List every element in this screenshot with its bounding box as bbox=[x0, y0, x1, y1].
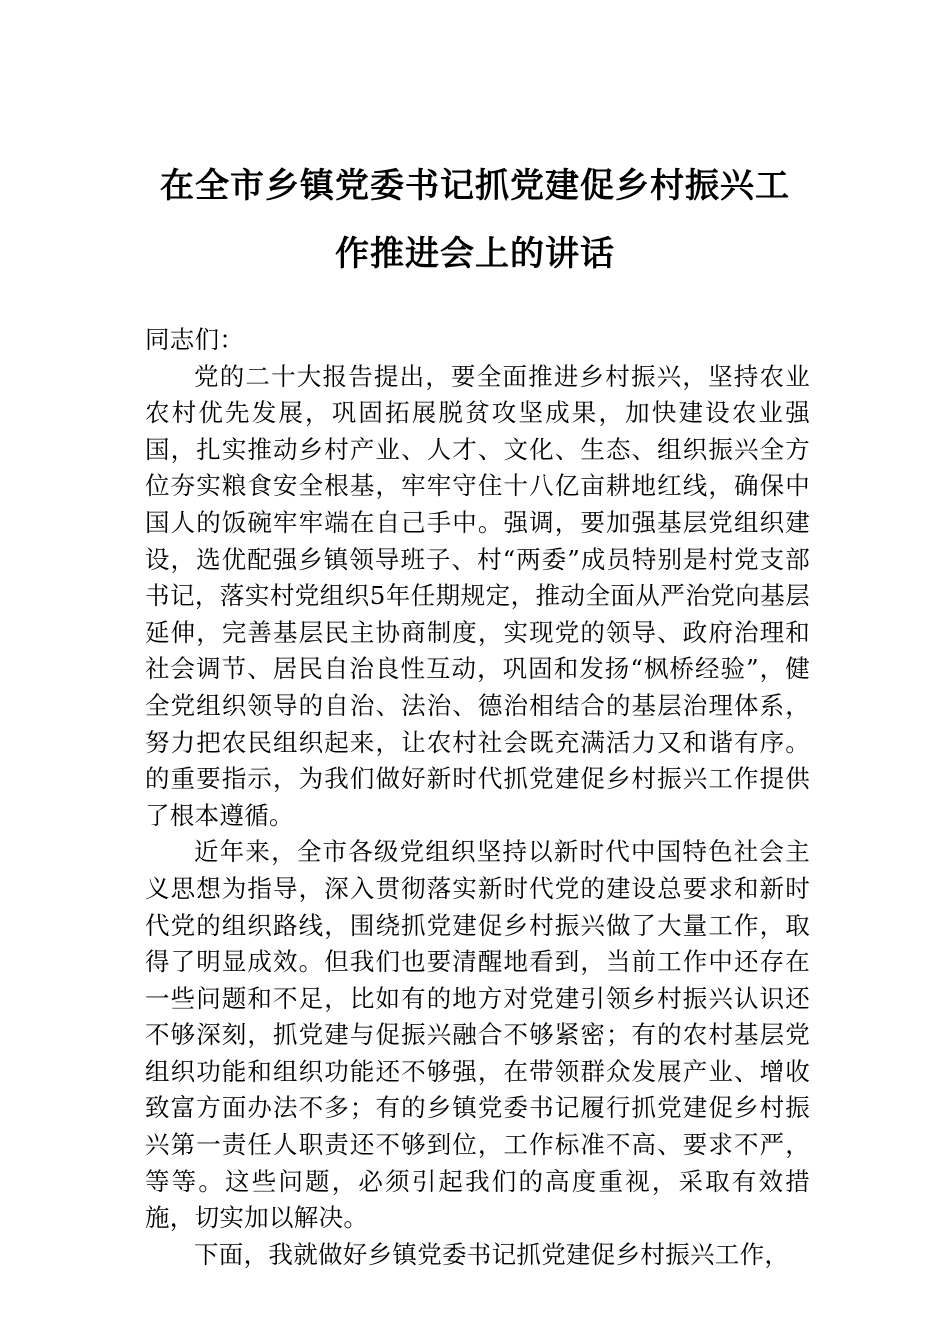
document-title-line-2: 作推进会上的讲话 bbox=[335, 234, 615, 274]
salutation: 同志们： bbox=[145, 325, 245, 354]
paragraph-1: 党的二十大报告提出，要全面推进乡村振兴，坚持农业农村优先发展，巩固拓展脱贫攻坚成果，加快建设农业强国，扎实推动乡村产业、人才、文化、生态、组织振兴全方位夯实粮食安全根基，牢牢守住十八亿亩耕地红线，确保中国人的饭碗牢牢端在自己手中。强调，要加强基层党组织建设，选优配强乡镇领导班子、村“两委”成员特别是村党支部书记，落实村党组织5年任期规定，推动全面从严治党向基层延伸，完善基层民主协商制度，实现党的领导、政府治理和社会调节、居民自治良性互动，巩固和发扬“枫桥经验”，健全党组织领导的自治、法治、德治相结合的基层治理体系，努力把农民组织起来，让农村社会既充满活力又和谐有序。的重要指示，为我们做好新时代抓党建促乡村振兴工作提供了根本遵循。 bbox=[145, 361, 810, 830]
document-title-line-1: 在全市乡镇党委书记抓党建促乡村振兴工 bbox=[160, 166, 790, 206]
document-body bbox=[145, 322, 810, 1273]
paragraph-2: 近年来，全市各级党组织坚持以新时代中国特色社会主义思想为指导，深入贯彻落实新时代党的建设总要求和新时代党的组织路线，围绕抓党建促乡村振兴做了大量工作，取得了明显成效。但我们也要清醒地看到，当前工作中还存在一些问题和不足，比如有的地方对党建引领乡村振兴认识还不够深刻，抓党建与促振兴融合不够紧密；有的农村基层党组织功能和组织功能还不够强，在带领群众发展产业、增收致富方面办法不多；有的乡镇党委书记履行抓党建促乡村振兴第一责任人职责还不够到位，工作标准不高、要求不严，等等。这些问题，必须引起我们的高度重视，采取有效措施，切实加以解决。 bbox=[145, 837, 810, 1233]
paragraph-3: 下面，我就做好乡镇党委书记抓党建促乡村振兴工作， bbox=[194, 1239, 790, 1269]
